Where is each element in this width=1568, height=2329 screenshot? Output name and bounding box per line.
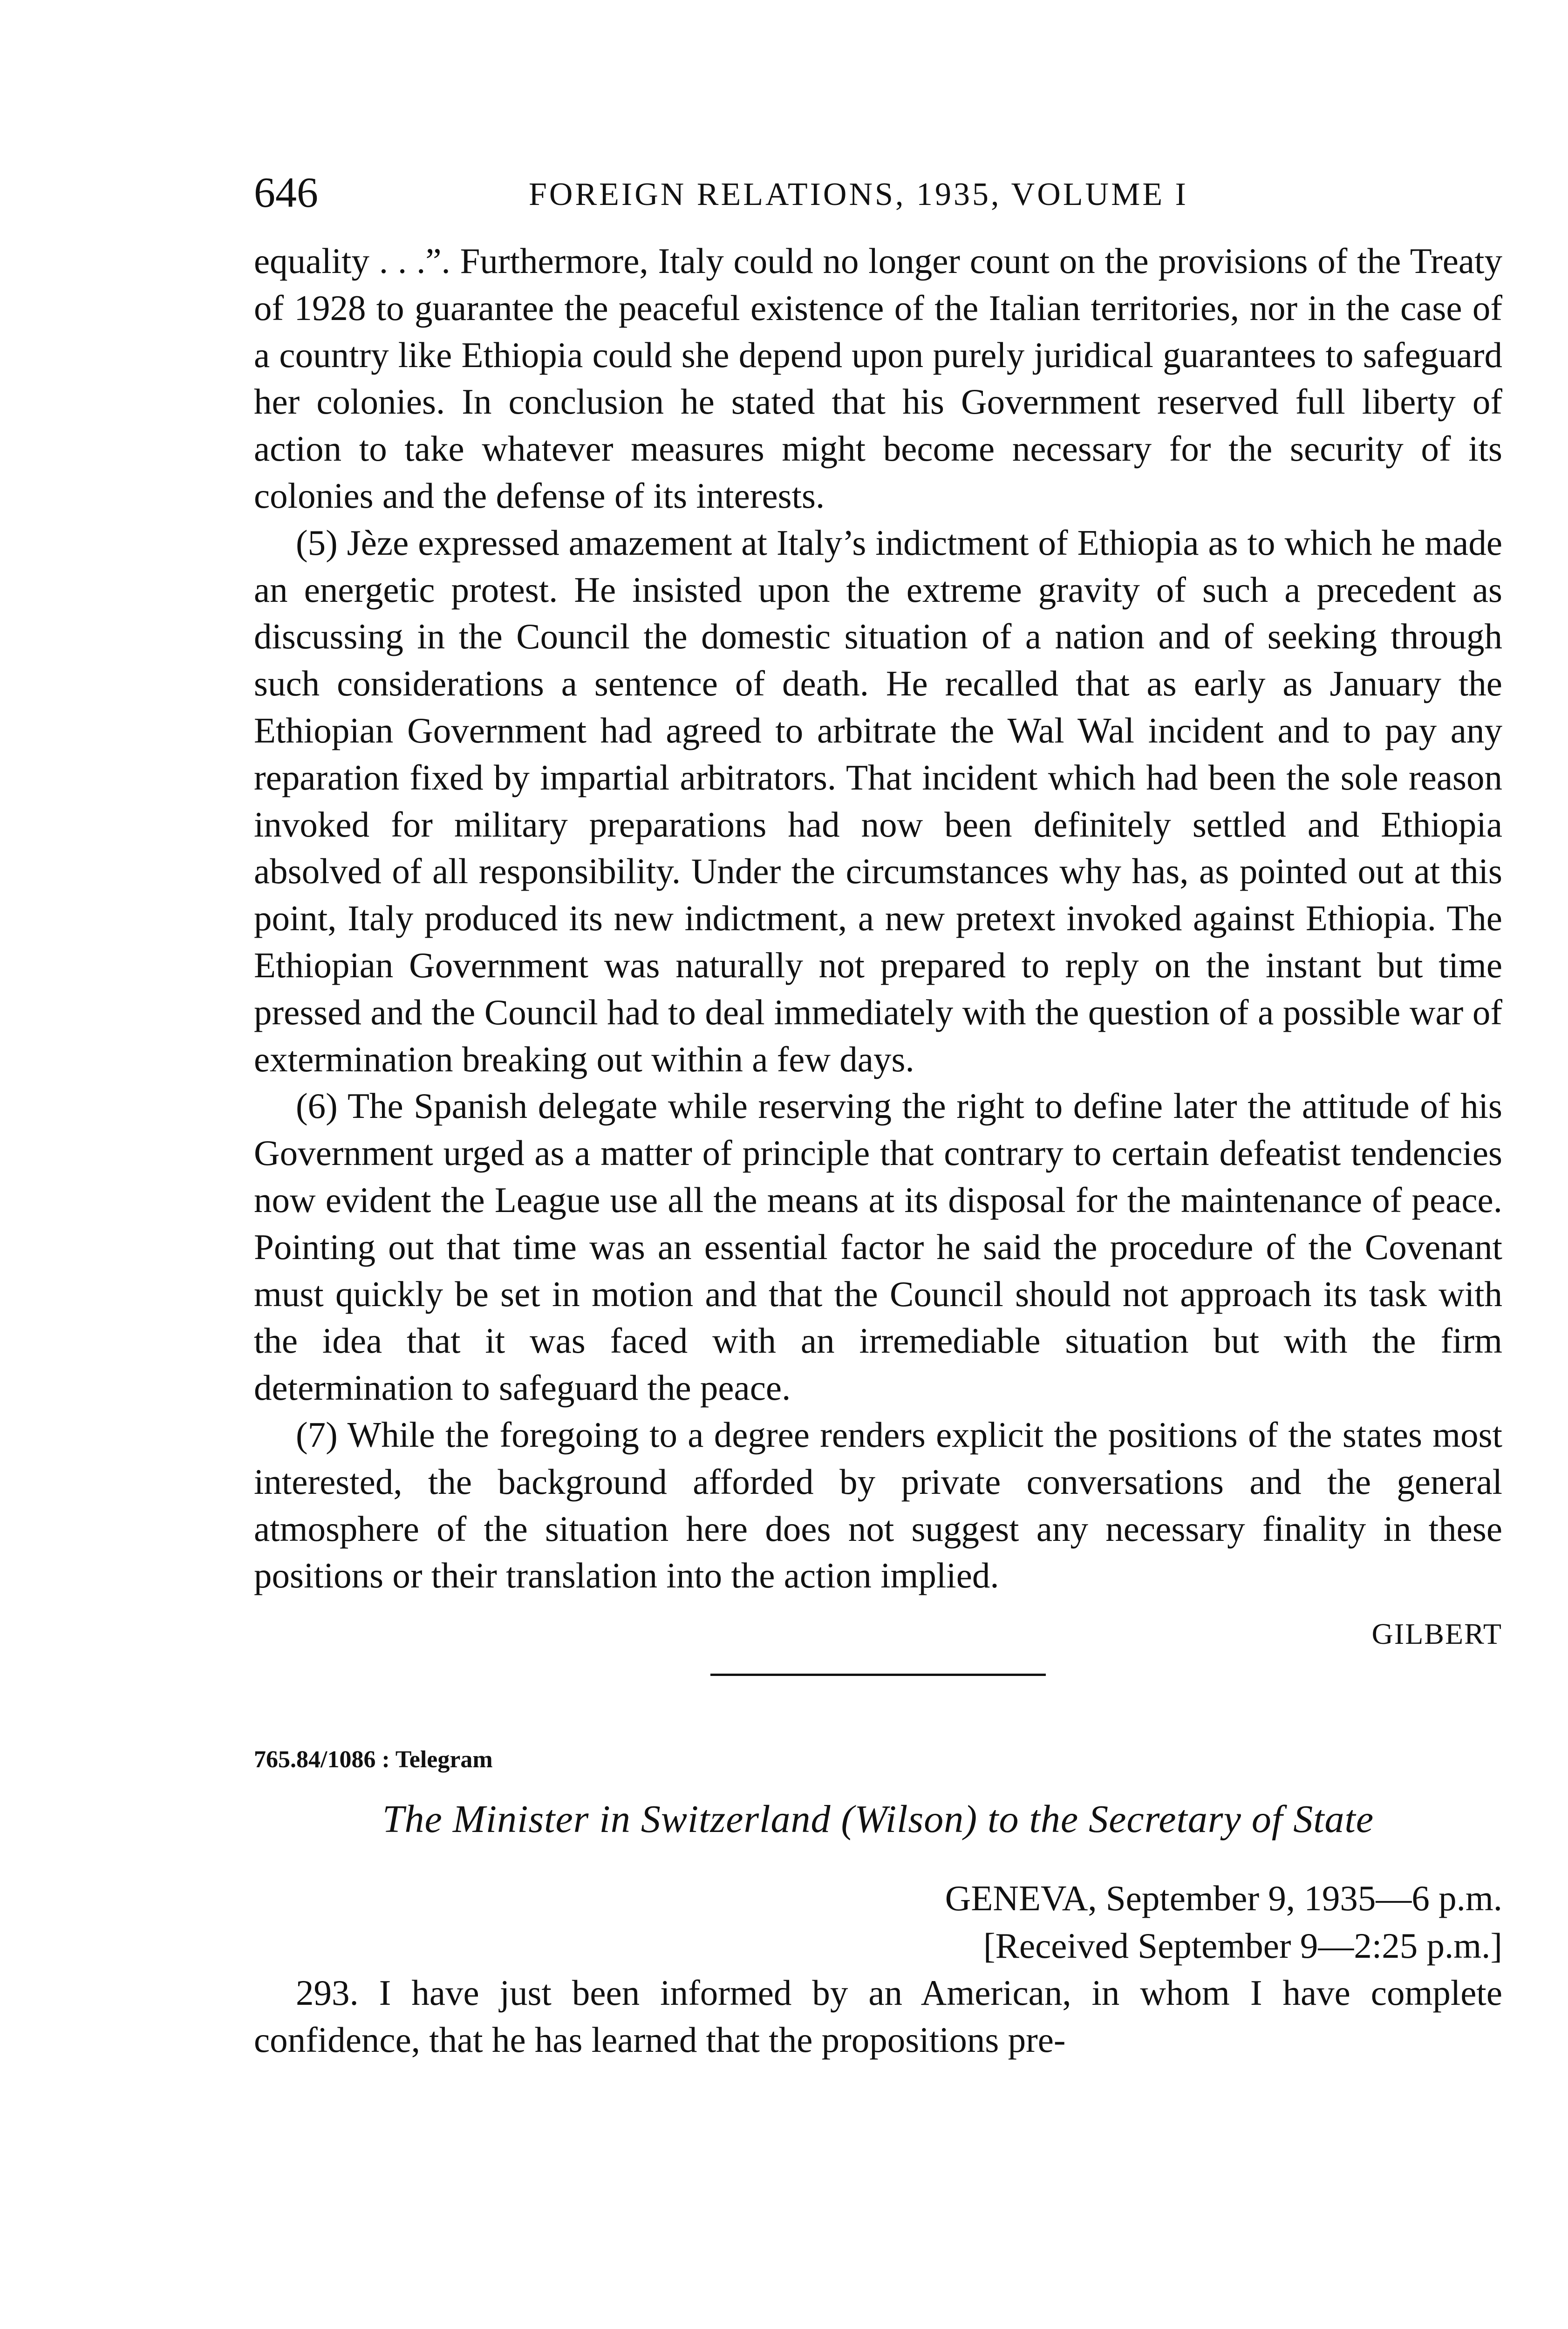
dateline-sent — [254, 1874, 1502, 1922]
dateline-date: , September 9, 1935—6 p.m. — [1088, 1878, 1502, 1919]
running-head — [254, 168, 1502, 219]
dateline — [254, 1874, 1502, 1969]
section-divider — [710, 1674, 1046, 1676]
document-page — [254, 168, 1502, 2063]
paragraph-continuation: equality . . .”. Furthermore, Italy could no longer count on the provisions of the Treaty of 1928 to guarantee the peaceful existence of the Italian territories, nor in the case of a country like Ethiopia could she depend upon purely juridical guarantees to safeguard her colonies. In conclusion he stated that his Government reserved full liberty of action to take whatever measures might become necessary for the security of its colonies and the defense of its interests. — [254, 241, 1502, 516]
paragraph-7: (7) While the foregoing to a degree renders explicit the positions of the states most interested, the background afforded by private conversations and the general atmosphere of the situation here does not suggest any necessary finality in these positions or their translation into the action implied. — [254, 1414, 1502, 1596]
telegram-body — [254, 1969, 1502, 2063]
paragraph-5: (5) Jèze expressed amazement at Italy’s indictment of Ethiopia as to which he made an energetic protest. He insisted upon the extreme gravity of such a precedent as discussing in the Council the domestic situation of a nation and of seeking through such considerations a sentence of death. He recalled that as early as January the Ethiopian Government had agreed to arbitrate the Wal Wal incident and to pay any reparation fixed by impartial arbitrators. That incident which had been the sole reason invoked for military preparations had now been definitely settled and Ethiopia absolved of all responsibility. Under the circumstances why has, as pointed out at this point, Italy produced its new indictment, a new pretext invoked against Ethiopia. The Ethiopian Government was naturally not prepared to reply on the instant but time pressed and the Council had to deal immediately with the question of a possible war of extermination breaking out within a few days. — [254, 522, 1502, 1079]
file-reference: 765.84/1086 : Telegram — [254, 1746, 493, 1773]
document-title: The Minister in Switzerland (Wilson) to the Secretary of State — [382, 1798, 1374, 1841]
despatch-body — [254, 238, 1502, 1599]
signature: GILBERT — [1371, 1617, 1502, 1651]
telegram-paragraph: 293. I have just been informed by an American, in whom I have complete confidence, that he has learned that the propositions pre- — [254, 1973, 1502, 2060]
paragraph-6: (6) The Spanish delegate while reserving the right to define later the attitude of his Government urged as a matter of principle that contrary to certain defeatist tendencies now evident the League use all the means at its disposal for the maintenance of peace. Pointing out that time was an essential factor he said the procedure of the Covenant must quickly be set in motion and that the Council should not approach its task with the idea that it was faced with an irremediable situation but with the firm determination to safeguard the peace. — [254, 1086, 1502, 1408]
dateline-place: GENEVA — [945, 1878, 1088, 1919]
running-title: FOREIGN RELATIONS, 1935, VOLUME I — [529, 177, 1188, 212]
page-number: 646 — [254, 169, 318, 216]
dateline-received: [Received September 9—2:25 p.m.] — [983, 1926, 1502, 1966]
